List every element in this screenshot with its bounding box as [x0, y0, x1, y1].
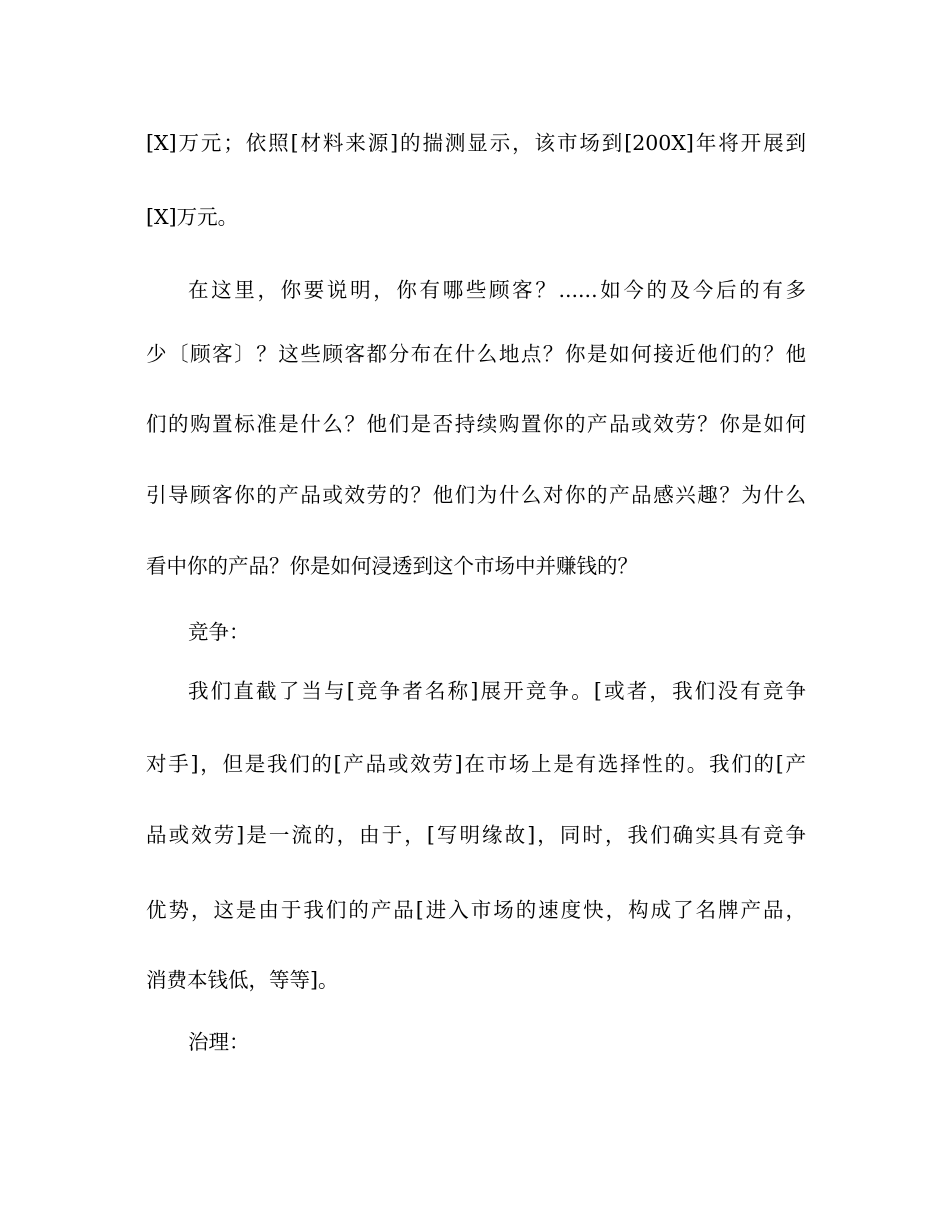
- paragraph-customers-line-2: 少〔顾客〕？这些顾客都分布在什么地点？你是如何接近他们的？他: [146, 342, 806, 366]
- paragraph-competition-line-5: 消费本钱低，等等]。: [146, 968, 339, 992]
- paragraph-competition-line-2: 对手]，但是我们的[产品或效劳]在市场上是有选择性的。我们的[产: [146, 752, 806, 776]
- paragraph-customers-line-4: 引导顾客你的产品或效劳的？他们为什么对你的产品感兴趣？为什么: [146, 483, 806, 507]
- paragraph-competition-line-1: 我们直截了当与[竞争者名称]展开竞争。[或者，我们没有竞争: [188, 679, 806, 703]
- paragraph-competition-line-3: 品或效劳]是一流的，由于，[写明缘故]，同时，我们确实具有竞争: [146, 823, 806, 847]
- heading-competition: 竞争：: [188, 620, 250, 644]
- paragraph-customers-line-5: 看中你的产品？你是如何浸透到这个市场中并赚钱的？: [146, 554, 638, 578]
- paragraph-customers-line-3: 们的购置标准是什么？他们是否持续购置你的产品或效劳？你是如何: [146, 412, 806, 436]
- paragraph-customers-line-1: 在这里，你要说明，你有哪些顾客？......如今的及今后的有多: [188, 278, 806, 302]
- heading-management: 治理：: [188, 1030, 250, 1054]
- paragraph-market-forecast-line-1: [X]万元；依照[材料来源]的揣测显示，该市场到[200X]年将开展到: [146, 131, 806, 155]
- paragraph-market-forecast-line-2: [X]万元。: [146, 205, 239, 229]
- paragraph-competition-line-4: 优势，这是由于我们的产品[进入市场的速度快，构成了名牌产品，: [146, 898, 806, 922]
